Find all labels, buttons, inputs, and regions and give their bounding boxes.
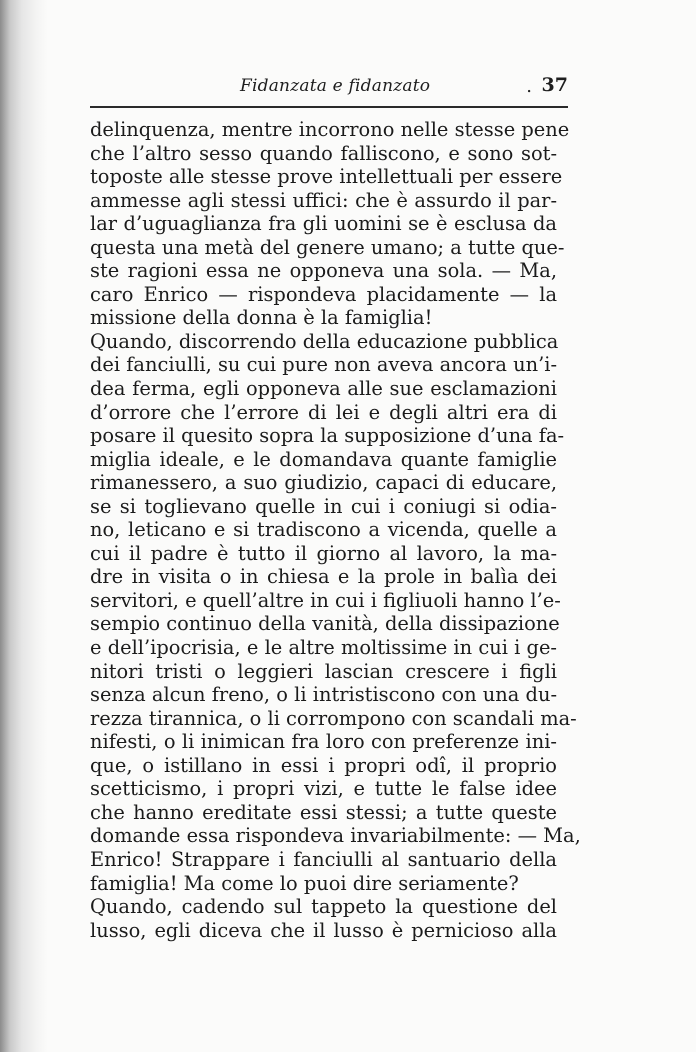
- text-line: que, o istillano in essi i propri odî, il proprio: [90, 753, 557, 777]
- text-line: scetticismo, i propri vizi, e tutte le false idee: [90, 777, 557, 801]
- text-line: domande essa rispondeva invariabilmente: — Ma,: [90, 824, 581, 848]
- text-line: missione della donna è la famiglia!: [90, 306, 433, 330]
- text-line: sempio continuo della vanità, della dissipazione: [90, 612, 560, 636]
- text-line: Quando, discorrendo della educazione pubblica: [90, 329, 559, 353]
- text-line: ammesse agli stessi uffici: che è assurdo il par-: [90, 188, 557, 212]
- text-line: ste ragioni essa ne opponeva una sola. — Ma,: [90, 259, 557, 283]
- header-dot: .: [526, 76, 532, 97]
- text-line: caro Enrico — rispondeva placidamente — la: [90, 282, 557, 306]
- body-text: [90, 118, 581, 942]
- text-line: rezza tirannica, o li corrompono con scandali ma-: [90, 706, 577, 730]
- text-line: che hanno ereditate essi stessi; a tutte queste: [90, 800, 557, 824]
- text-line: lar d’uguaglianza fra gli uomini se è esclusa da: [90, 212, 557, 236]
- text-line: lusso, egli diceva che il lusso è pernicioso alla: [90, 918, 557, 942]
- running-header: [90, 72, 568, 106]
- text-line: miglia ideale, e le domandava quante famiglie: [90, 447, 557, 471]
- text-line: dea ferma, egli opponeva alle sue esclamazioni: [90, 377, 557, 401]
- text-line: famiglia! Ma come lo puoi dire seriamente?: [90, 871, 519, 895]
- running-title: Fidanzata e fidanzato: [240, 76, 431, 96]
- text-line: delinquenza, mentre incorrono nelle stesse pene: [90, 118, 570, 141]
- text-line: servitori, e quell’altre in cui i figliuoli hanno l’e-: [90, 588, 561, 612]
- text-line: rimanessero, a suo giudizio, capaci di educare,: [90, 471, 557, 495]
- text-line: nifesti, o li inimican fra loro con preferenze ini-: [90, 730, 557, 754]
- header-rule: [90, 106, 568, 108]
- page-number: 37: [541, 74, 568, 96]
- text-line: d’orrore che l’errore di lei e degli altri era di: [90, 400, 557, 424]
- text-line: posare il quesito sopra la supposizione d’una fa-: [90, 424, 565, 448]
- text-line: che l’altro sesso quando falliscono, e sono sot-: [90, 141, 557, 165]
- text-line: Quando, cadendo sul tappeto la questione del: [90, 895, 557, 919]
- text-line: nitori tristi o leggieri lascian crescere i figli: [90, 659, 557, 683]
- text-line: questa una metà del genere umano; a tutte que-: [90, 235, 565, 259]
- text-line: Enrico! Strappare i fanciulli al santuario della: [90, 847, 557, 871]
- text-line: toposte alle stesse prove intellettuali per essere: [90, 165, 563, 189]
- text-line: senza alcun freno, o li intristiscono con una du-: [90, 683, 557, 707]
- text-line: no, leticano e si tradiscono a vicenda, quelle a: [90, 518, 557, 542]
- text-line: e dell’ipocrisia, e le altre moltissime in cui i ge-: [90, 636, 557, 660]
- binding-shadow: [0, 0, 48, 1052]
- text-line: cui il padre è tutto il giorno al lavoro, la ma-: [90, 541, 557, 565]
- text-line: dei fanciulli, su cui pure non aveva ancora un’i-: [90, 353, 558, 377]
- text-line: se si toglievano quelle in cui i coniugi si odia-: [90, 494, 557, 518]
- text-line: dre in visita o in chiesa e la prole in balìa dei: [90, 565, 557, 589]
